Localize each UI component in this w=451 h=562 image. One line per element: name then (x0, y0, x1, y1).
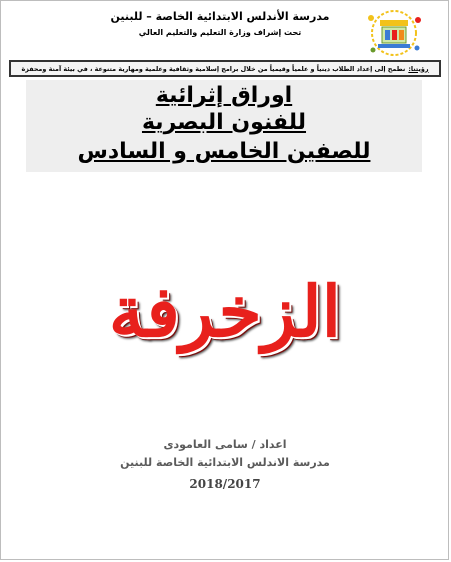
title-band (26, 80, 422, 172)
title-line-1: اوراق إثرائية (155, 83, 293, 108)
vision-text: نطمح إلى إعداد الطلاب دينياً و علمياً وقيمياً من خلال برامج إسلامية وثقافية وعلمية ومهارية متنوعة ، في بيئة آمنة ومحفزة (21, 64, 406, 73)
school-name: مدرسة الأندلس الابتدائية الخاصة – للبنين (110, 10, 330, 23)
school-logo-icon (363, 8, 425, 58)
vision-label: رؤيتنا: (408, 64, 429, 73)
title-line-3: للصفين الخامس و السادس (77, 139, 371, 164)
title-line-2: للفنون البصرية (141, 110, 307, 135)
supervision-line: تحت إشراف وزارة التعليم والتعليم العالي (138, 28, 302, 37)
vision-statement (9, 60, 441, 77)
prepared-by: اعداد / سامى العامودى (163, 438, 287, 451)
main-topic-word: الزخرفة (108, 270, 342, 353)
credit-school: مدرسة الاندلس الابتدائية الخاصة للبنين (120, 456, 330, 469)
academic-year: 2018/2017 (189, 477, 261, 491)
